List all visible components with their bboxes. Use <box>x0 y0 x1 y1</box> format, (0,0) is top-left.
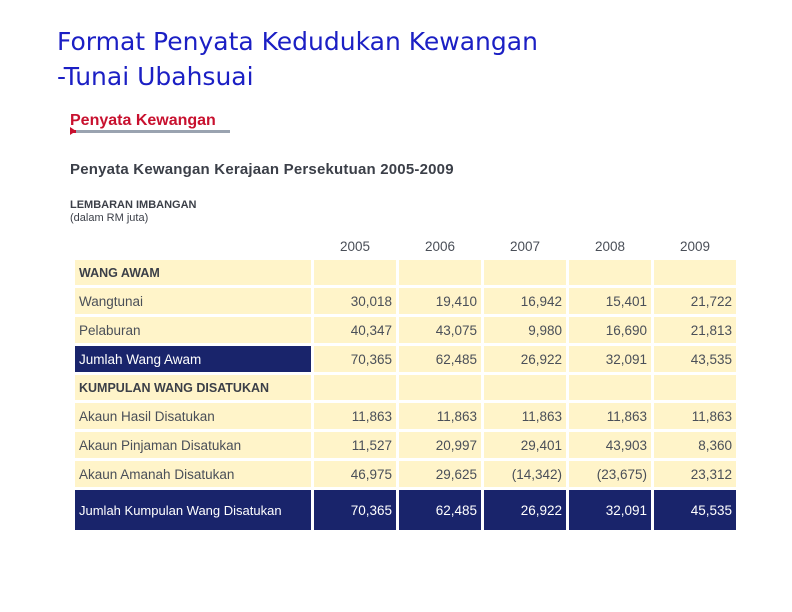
value-cell: 20,997 <box>399 432 481 458</box>
value-cell: 11,527 <box>314 432 396 458</box>
value-cell: 11,863 <box>399 403 481 429</box>
year-header: 2009 <box>679 238 711 254</box>
value-cell: 40,347 <box>314 317 396 343</box>
value-cell <box>314 260 396 285</box>
value-cell: 43,535 <box>654 346 736 372</box>
value-cell: 19,410 <box>399 288 481 314</box>
value-cell: 9,980 <box>484 317 566 343</box>
value-cell: 29,401 <box>484 432 566 458</box>
row-label: Akaun Amanah Disatukan <box>75 461 311 487</box>
row-label: KUMPULAN WANG DISATUKAN <box>75 375 311 400</box>
value-cell: 11,863 <box>569 403 651 429</box>
header-label-spacer <box>75 235 311 257</box>
value-cell <box>569 375 651 400</box>
row-label: WANG AWAM <box>75 260 311 285</box>
value-cell: 29,625 <box>399 461 481 487</box>
value-cell: 11,863 <box>314 403 396 429</box>
section-heading: LEMBARAN IMBANGAN <box>70 199 197 211</box>
unit-note: (dalam RM juta) <box>70 212 149 224</box>
value-cell: 32,091 <box>569 490 651 530</box>
table-row <box>75 403 736 429</box>
slide-title-line-2: -Tunai Ubahsuai <box>57 62 254 91</box>
table-group-row <box>75 260 736 285</box>
year-header: 2008 <box>594 238 626 254</box>
value-cell: 11,863 <box>484 403 566 429</box>
value-cell: (23,675) <box>569 461 651 487</box>
value-cell: 21,813 <box>654 317 736 343</box>
year-header: 2007 <box>509 238 541 254</box>
value-cell: 62,485 <box>399 490 481 530</box>
value-cell: 62,485 <box>399 346 481 372</box>
table-row <box>75 317 736 343</box>
slide-title <box>57 24 538 94</box>
value-cell: 46,975 <box>314 461 396 487</box>
table-header-row <box>75 235 736 257</box>
value-cell <box>654 260 736 285</box>
value-cell: 70,365 <box>314 346 396 372</box>
table-row <box>75 432 736 458</box>
slide-title-line-1: Format Penyata Kedudukan Kewangan <box>57 27 538 56</box>
value-cell: 16,690 <box>569 317 651 343</box>
brand-arrow-icon <box>70 130 230 133</box>
value-cell: 15,401 <box>569 288 651 314</box>
value-cell <box>314 375 396 400</box>
row-label: Akaun Hasil Disatukan <box>75 403 311 429</box>
value-cell: 8,360 <box>654 432 736 458</box>
value-cell: 32,091 <box>569 346 651 372</box>
value-cell <box>484 375 566 400</box>
table-row <box>75 461 736 487</box>
table-row <box>75 288 736 314</box>
value-cell <box>399 260 481 285</box>
report-title: Penyata Kewangan Kerajaan Persekutuan 2005-2009 <box>70 161 454 178</box>
row-label: Pelaburan <box>75 317 311 343</box>
value-cell: 16,942 <box>484 288 566 314</box>
row-label: Wangtunai <box>75 288 311 314</box>
table-total-row <box>75 490 736 530</box>
value-cell: 23,312 <box>654 461 736 487</box>
row-label: Akaun Pinjaman Disatukan <box>75 432 311 458</box>
value-cell <box>654 375 736 400</box>
brand-label: Penyata Kewangan <box>70 112 216 129</box>
value-cell: 26,922 <box>484 490 566 530</box>
value-cell: 43,075 <box>399 317 481 343</box>
table-group-row <box>75 375 736 400</box>
value-cell: 11,863 <box>654 403 736 429</box>
year-header: 2005 <box>339 238 371 254</box>
value-cell <box>484 260 566 285</box>
value-cell: 43,903 <box>569 432 651 458</box>
row-label: Jumlah Wang Awam <box>75 346 311 372</box>
value-cell: 30,018 <box>314 288 396 314</box>
value-cell: 26,922 <box>484 346 566 372</box>
row-label: Jumlah Kumpulan Wang Disatukan <box>75 490 311 530</box>
value-cell <box>569 260 651 285</box>
balance-sheet-table <box>72 232 739 533</box>
value-cell: 21,722 <box>654 288 736 314</box>
value-cell: (14,342) <box>484 461 566 487</box>
value-cell <box>399 375 481 400</box>
year-header: 2006 <box>424 238 456 254</box>
value-cell: 45,535 <box>654 490 736 530</box>
value-cell: 70,365 <box>314 490 396 530</box>
table-subtotal-row <box>75 346 736 372</box>
